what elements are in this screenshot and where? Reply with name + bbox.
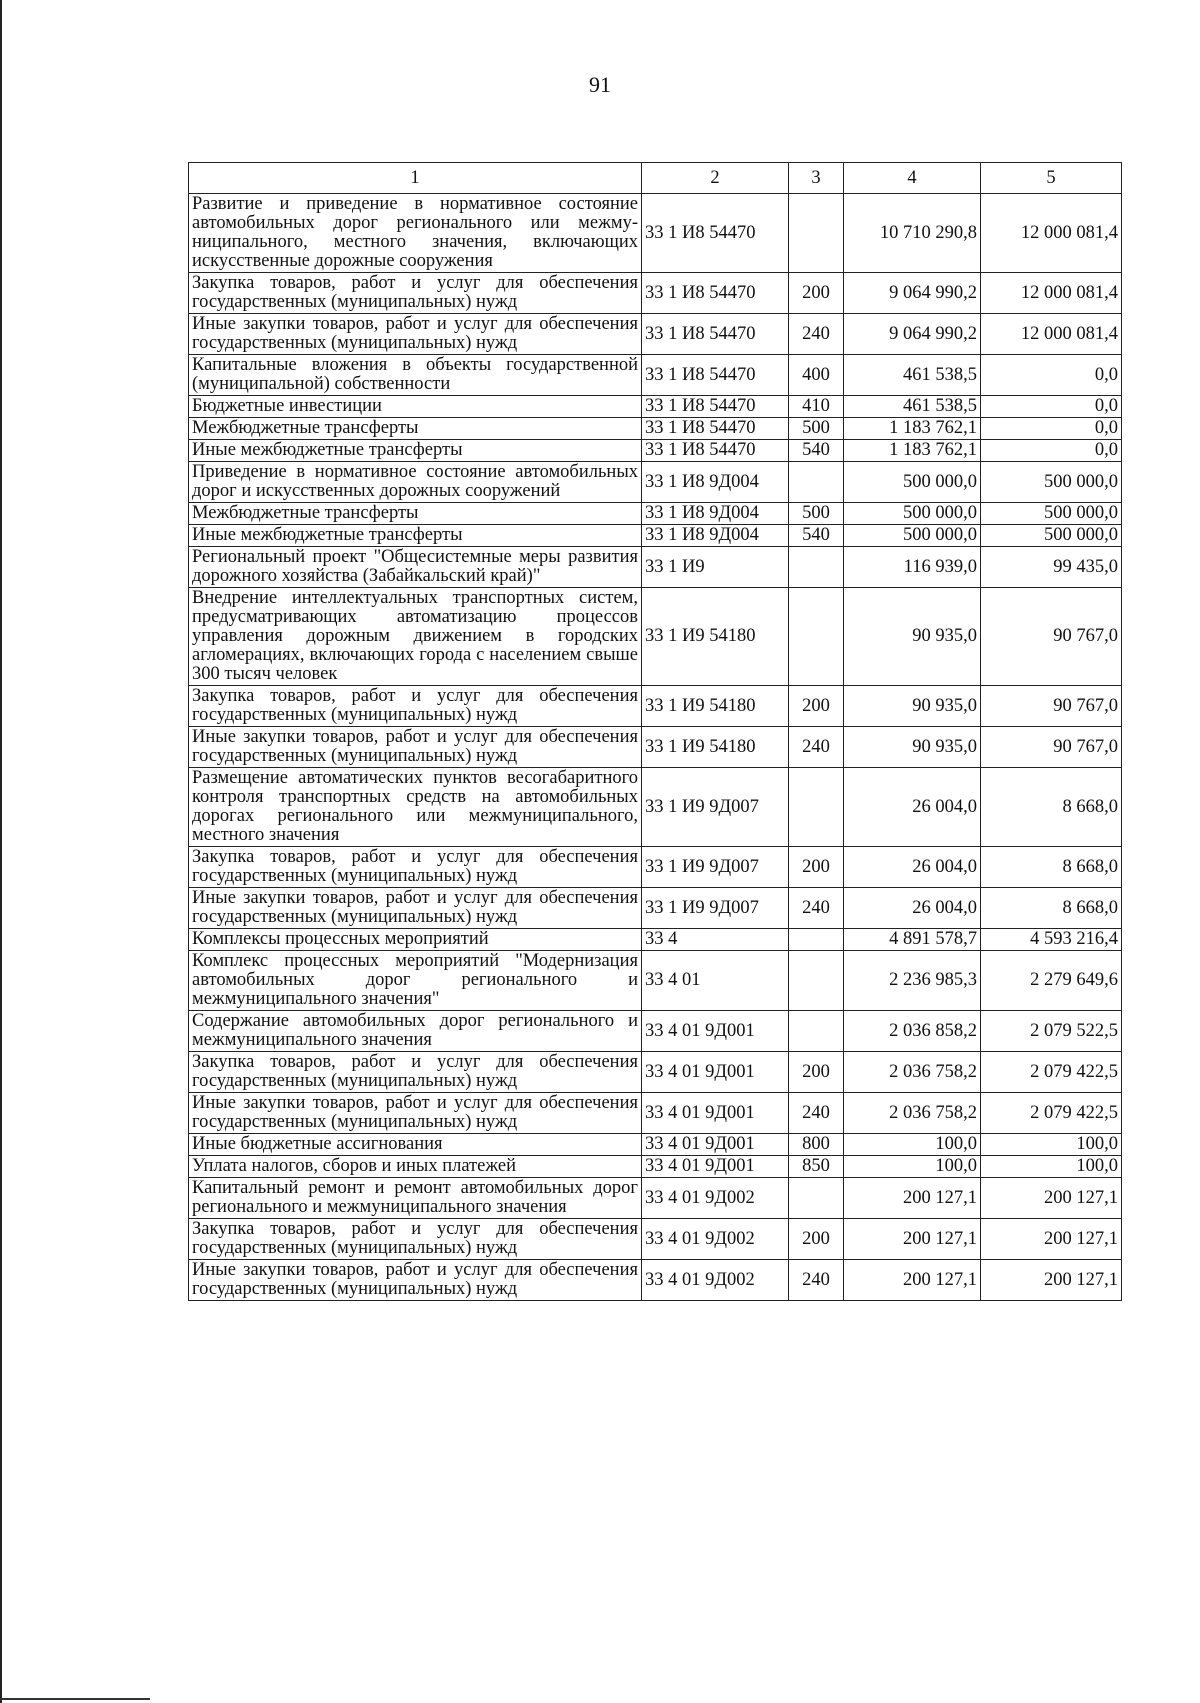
item-amount-year-2: 8 668,0 [981,847,1122,888]
item-expense-type [789,547,844,588]
item-code: 33 1 И9 9Д007 [642,847,789,888]
item-name: Закупка товаров, работ и услуг для обеспечения государственных (муниципальных) нужд [189,1052,642,1093]
table-row [189,194,1122,273]
item-amount-year-2: 99 435,0 [981,547,1122,588]
table-row [189,1093,1122,1134]
table-row [189,1052,1122,1093]
item-code: 33 1 И8 54470 [642,418,789,440]
header-col-4: 4 [844,163,981,194]
header-col-1: 1 [189,163,642,194]
table-row [189,951,1122,1011]
table-row [189,1134,1122,1156]
item-name: Иные закупки товаров, работ и услуг для обеспечения государственных (муниципальных) нужд [189,888,642,929]
item-expense-type: 240 [789,1260,844,1301]
item-expense-type [789,1011,844,1052]
item-code: 33 1 И9 [642,547,789,588]
item-amount-year-1: 500 000,0 [844,503,981,525]
item-expense-type [789,1178,844,1219]
table-row [189,273,1122,314]
table-row [189,847,1122,888]
item-code: 33 1 И8 54470 [642,440,789,462]
item-code: 33 1 И8 54470 [642,396,789,418]
item-amount-year-1: 90 935,0 [844,588,981,686]
item-amount-year-1: 200 127,1 [844,1260,981,1301]
item-expense-type: 800 [789,1134,844,1156]
table-row [189,727,1122,768]
item-code: 33 4 01 9Д001 [642,1011,789,1052]
item-expense-type: 240 [789,727,844,768]
item-amount-year-2: 4 593 216,4 [981,929,1122,951]
header-col-2: 2 [642,163,789,194]
item-code: 33 1 И8 9Д004 [642,462,789,503]
item-code: 33 1 И8 9Д004 [642,525,789,547]
item-code: 33 4 01 9Д002 [642,1260,789,1301]
item-amount-year-2: 0,0 [981,418,1122,440]
item-code: 33 4 01 9Д001 [642,1093,789,1134]
item-amount-year-1: 100,0 [844,1134,981,1156]
item-amount-year-2: 8 668,0 [981,768,1122,847]
item-amount-year-2: 90 767,0 [981,686,1122,727]
item-code: 33 1 И9 9Д007 [642,888,789,929]
item-code: 33 1 И9 54180 [642,588,789,686]
item-name: Закупка товаров, работ и услуг для обеспечения государственных (муниципальных) нужд [189,847,642,888]
item-amount-year-1: 500 000,0 [844,525,981,547]
item-expense-type: 200 [789,1052,844,1093]
table-row [189,1011,1122,1052]
item-amount-year-1: 200 127,1 [844,1178,981,1219]
item-amount-year-1: 90 935,0 [844,686,981,727]
item-name: Уплата налогов, сборов и иных платежей [189,1156,642,1178]
item-expense-type: 540 [789,440,844,462]
item-name: Капитальные вложения в объекты государственной (муниципальной) собственности [189,355,642,396]
item-amount-year-2: 0,0 [981,440,1122,462]
item-expense-type [789,588,844,686]
item-amount-year-2: 0,0 [981,396,1122,418]
table-row [189,314,1122,355]
item-amount-year-2: 200 127,1 [981,1178,1122,1219]
item-amount-year-1: 10 710 290,8 [844,194,981,273]
item-code: 33 1 И8 54470 [642,314,789,355]
header-row [189,163,1122,194]
item-amount-year-1: 1 183 762,1 [844,418,981,440]
item-name: Иные закупки товаров, работ и услуг для обеспечения государственных (муниципальных) нужд [189,727,642,768]
item-name: Приведение в нормативное состояние автомобильных дорог и искусственных дорожных сооружений [189,462,642,503]
table-body [189,194,1122,1301]
item-amount-year-2: 90 767,0 [981,588,1122,686]
item-code: 33 4 01 9Д001 [642,1134,789,1156]
item-code: 33 1 И9 54180 [642,686,789,727]
item-amount-year-1: 26 004,0 [844,888,981,929]
table-row [189,355,1122,396]
item-amount-year-2: 2 279 649,6 [981,951,1122,1011]
item-amount-year-1: 9 064 990,2 [844,273,981,314]
item-amount-year-1: 2 036 858,2 [844,1011,981,1052]
item-code: 33 4 01 9Д001 [642,1052,789,1093]
item-amount-year-2: 2 079 422,5 [981,1093,1122,1134]
table-row [189,1178,1122,1219]
item-name: Комплекс процессных мероприятий "Модернизация автомобильных дорог регионального и межмуниципального значения" [189,951,642,1011]
item-name: Иные бюджетные ассигнования [189,1134,642,1156]
item-amount-year-2: 0,0 [981,355,1122,396]
item-expense-type: 240 [789,314,844,355]
item-expense-type: 540 [789,525,844,547]
item-amount-year-1: 4 891 578,7 [844,929,981,951]
item-amount-year-1: 200 127,1 [844,1219,981,1260]
table-row [189,686,1122,727]
item-amount-year-2: 500 000,0 [981,462,1122,503]
item-code: 33 1 И8 54470 [642,355,789,396]
item-code: 33 4 01 9Д002 [642,1219,789,1260]
table-row [189,503,1122,525]
item-name: Внедрение интеллектуальных транспортных систем, предусматривающих автоматизацию процессов управления дорожным движением в городских агломерациях, включающих города с населением свыше 300 тысяч человек [189,588,642,686]
item-amount-year-1: 2 036 758,2 [844,1093,981,1134]
item-amount-year-1: 461 538,5 [844,396,981,418]
item-amount-year-1: 26 004,0 [844,847,981,888]
table-row [189,1260,1122,1301]
item-name: Бюджетные инвестиции [189,396,642,418]
item-amount-year-2: 500 000,0 [981,503,1122,525]
item-expense-type: 200 [789,686,844,727]
item-expense-type: 500 [789,503,844,525]
scan-left-edge [0,0,2,1703]
table-header [189,163,1122,194]
item-amount-year-1: 2 236 985,3 [844,951,981,1011]
item-name: Закупка товаров, работ и услуг для обеспечения государственных (муниципальных) нужд [189,273,642,314]
item-name: Иные закупки товаров, работ и услуг для обеспечения государственных (муниципальных) нужд [189,1260,642,1301]
item-code: 33 4 [642,929,789,951]
table-row [189,418,1122,440]
item-code: 33 4 01 9Д001 [642,1156,789,1178]
item-expense-type [789,951,844,1011]
table-row [189,525,1122,547]
item-name: Межбюджетные трансферты [189,418,642,440]
item-expense-type: 500 [789,418,844,440]
item-expense-type: 240 [789,888,844,929]
item-code: 33 4 01 9Д002 [642,1178,789,1219]
item-expense-type [789,194,844,273]
item-name: Капитальный ремонт и ремонт автомобильных дорог регионального и межмуниципального значения [189,1178,642,1219]
scan-bottom-edge [0,1698,150,1700]
item-amount-year-2: 12 000 081,4 [981,314,1122,355]
table-row [189,929,1122,951]
item-amount-year-1: 90 935,0 [844,727,981,768]
item-code: 33 1 И8 9Д004 [642,503,789,525]
table-row [189,462,1122,503]
item-expense-type [789,929,844,951]
item-expense-type: 240 [789,1093,844,1134]
header-col-5: 5 [981,163,1122,194]
item-expense-type: 850 [789,1156,844,1178]
item-name: Иные межбюджетные трансферты [189,440,642,462]
item-expense-type [789,462,844,503]
item-name: Закупка товаров, работ и услуг для обеспечения государственных (муниципальных) нужд [189,1219,642,1260]
item-expense-type: 200 [789,273,844,314]
table-row [189,1219,1122,1260]
item-name: Иные межбюджетные трансферты [189,525,642,547]
item-name: Межбюджетные трансферты [189,503,642,525]
item-amount-year-2: 100,0 [981,1134,1122,1156]
item-code: 33 1 И8 54470 [642,273,789,314]
item-amount-year-2: 200 127,1 [981,1219,1122,1260]
item-amount-year-2: 2 079 522,5 [981,1011,1122,1052]
table-row [189,768,1122,847]
item-amount-year-1: 9 064 990,2 [844,314,981,355]
item-amount-year-1: 1 183 762,1 [844,440,981,462]
item-code: 33 4 01 [642,951,789,1011]
item-amount-year-1: 116 939,0 [844,547,981,588]
table-row [189,588,1122,686]
item-amount-year-2: 90 767,0 [981,727,1122,768]
item-code: 33 1 И9 9Д007 [642,768,789,847]
item-expense-type [789,768,844,847]
item-amount-year-2: 200 127,1 [981,1260,1122,1301]
item-name: Содержание автомобильных дорог регионального и межмуниципального значения [189,1011,642,1052]
item-name: Иные закупки товаров, работ и услуг для обеспечения государственных (муниципальных) нужд [189,314,642,355]
item-amount-year-2: 12 000 081,4 [981,273,1122,314]
item-name: Размещение автоматических пунктов весогабаритного контроля транспортных средств на автомобильных дорогах регионального или межмуниципального, местного значения [189,768,642,847]
item-name: Региональный проект "Общесистемные меры развития дорожного хозяйства (Забайкальский край)" [189,547,642,588]
page-number: 91 [589,72,611,97]
table-row [189,547,1122,588]
item-name: Иные закупки товаров, работ и услуг для обеспечения государственных (муниципальных) нужд [189,1093,642,1134]
item-name: Развитие и приведение в нормативное состояние автомобильных дорог регионального или межмуниципального, местного значения, включающих искусственные дорожные сооружения [189,194,642,273]
item-code: 33 1 И8 54470 [642,194,789,273]
header-col-3: 3 [789,163,844,194]
item-name: Комплексы процессных мероприятий [189,929,642,951]
item-expense-type: 410 [789,396,844,418]
item-amount-year-2: 500 000,0 [981,525,1122,547]
item-amount-year-2: 8 668,0 [981,888,1122,929]
item-amount-year-1: 2 036 758,2 [844,1052,981,1093]
item-amount-year-1: 461 538,5 [844,355,981,396]
item-amount-year-1: 500 000,0 [844,462,981,503]
item-amount-year-1: 100,0 [844,1156,981,1178]
table-row [189,1156,1122,1178]
item-expense-type: 200 [789,847,844,888]
item-name: Закупка товаров, работ и услуг для обеспечения государственных (муниципальных) нужд [189,686,642,727]
item-code: 33 1 И9 54180 [642,727,789,768]
item-expense-type: 200 [789,1219,844,1260]
table-row [189,888,1122,929]
item-expense-type: 400 [789,355,844,396]
budget-table [188,162,1122,1301]
table-row [189,396,1122,418]
item-amount-year-2: 100,0 [981,1156,1122,1178]
item-amount-year-1: 26 004,0 [844,768,981,847]
item-amount-year-2: 12 000 081,4 [981,194,1122,273]
item-amount-year-2: 2 079 422,5 [981,1052,1122,1093]
table-row [189,440,1122,462]
